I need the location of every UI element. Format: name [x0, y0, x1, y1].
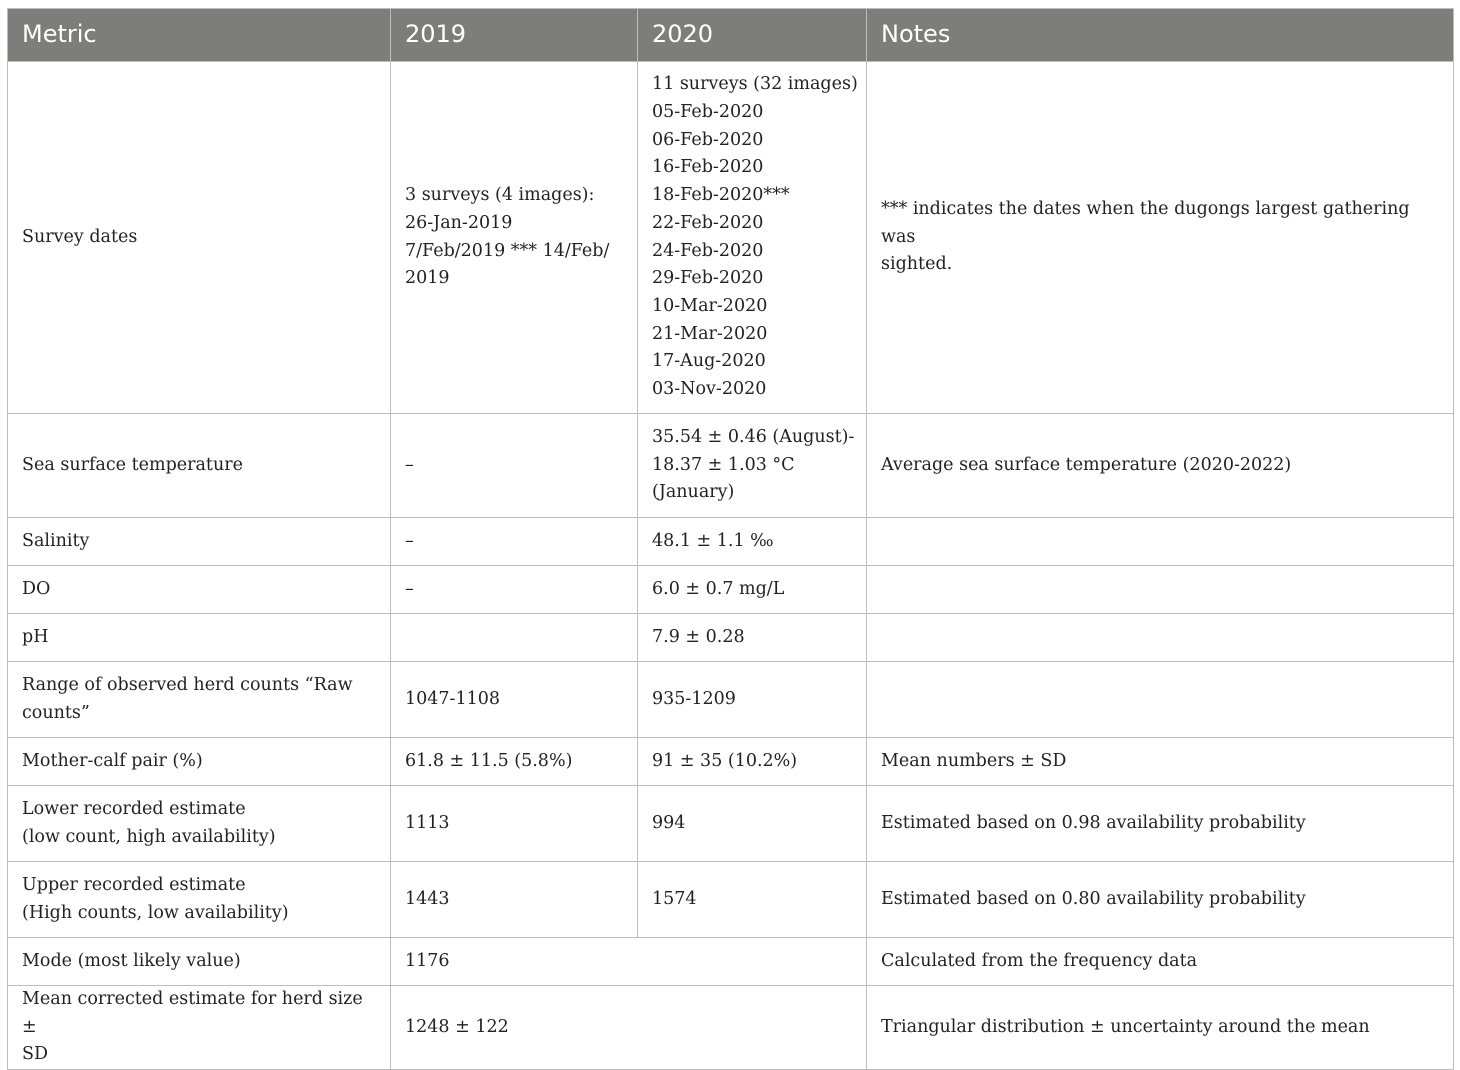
cell-notes: Estimated based on 0.98 availability probability: [867, 786, 1454, 862]
cell-2020: 91 ± 35 (10.2%): [638, 738, 867, 786]
table-row: [8, 518, 1454, 566]
cell-2019: 1047-1108: [391, 662, 638, 738]
cell-line: 26-Jan-2019: [405, 212, 513, 233]
cell-line: SD: [22, 1044, 49, 1065]
cell-line: counts”: [22, 702, 90, 723]
cell-notes: [867, 662, 1454, 738]
cell-2019-2020-combined: 1176: [391, 938, 867, 986]
cell-line: (low count, high availability): [22, 826, 276, 847]
cell-line: Range of observed herd counts “Raw: [22, 674, 353, 695]
header-metric: Metric: [8, 9, 391, 62]
cell-2019: 1443: [391, 862, 638, 938]
table-row: [8, 566, 1454, 614]
cell-line: *** indicates the dates when the dugongs largest gathering was: [881, 198, 1410, 247]
cell-line: Lower recorded estimate: [22, 798, 246, 819]
cell-metric: Survey dates: [8, 62, 391, 414]
cell-notes: Mean numbers ± SD: [867, 738, 1454, 786]
cell-line: 06-Feb-2020: [652, 129, 764, 150]
cell-2020: 1574: [638, 862, 867, 938]
cell-2020: 48.1 ± 1.1 ‰: [638, 518, 867, 566]
cell-line: (High counts, low availability): [22, 902, 289, 923]
cell-notes: Calculated from the frequency data: [867, 938, 1454, 986]
data-table: [7, 8, 1454, 1070]
cell-2019: [391, 62, 638, 414]
cell-2019: [391, 614, 638, 662]
cell-notes: [867, 614, 1454, 662]
table-row: [8, 862, 1454, 938]
cell-metric: Mother-calf pair (%): [8, 738, 391, 786]
cell-2020: 994: [638, 786, 867, 862]
table-row: [8, 662, 1454, 738]
cell-2019-2020-combined: 1248 ± 122: [391, 986, 867, 1070]
cell-line: 03-Nov-2020: [652, 379, 767, 400]
header-row: [8, 9, 1454, 62]
table-row: [8, 414, 1454, 518]
cell-metric: [8, 862, 391, 938]
cell-line: 2019: [405, 268, 450, 289]
cell-2019: –: [391, 566, 638, 614]
cell-line: 18-Feb-2020***: [652, 185, 790, 206]
cell-line: Mean corrected estimate for herd size ±: [22, 989, 363, 1037]
cell-line: 21-Mar-2020: [652, 323, 768, 344]
header-2020: 2020: [638, 9, 867, 62]
cell-2019: 1113: [391, 786, 638, 862]
cell-line: 05-Feb-2020: [652, 101, 764, 122]
cell-notes: Triangular distribution ± uncertainty around the mean: [867, 986, 1454, 1070]
cell-metric: Salinity: [8, 518, 391, 566]
table-row: [8, 938, 1454, 986]
table-row: [8, 986, 1454, 1070]
cell-line: 18.37 ± 1.03 °C: [652, 454, 795, 475]
table-row: [8, 786, 1454, 862]
cell-2019: 61.8 ± 11.5 (5.8%): [391, 738, 638, 786]
cell-line: (January): [652, 482, 735, 503]
cell-line: sighted.: [881, 254, 953, 275]
cell-2019: –: [391, 414, 638, 518]
cell-line: 7/Feb/2019 *** 14/Feb/: [405, 240, 610, 261]
cell-line: 16-Feb-2020: [652, 157, 764, 178]
table-row: [8, 614, 1454, 662]
cell-line: 10-Mar-2020: [652, 295, 768, 316]
header-2019: 2019: [391, 9, 638, 62]
cell-metric: Sea surface temperature: [8, 414, 391, 518]
cell-line: Upper recorded estimate: [22, 874, 246, 895]
cell-metric: [8, 662, 391, 738]
cell-notes: [867, 566, 1454, 614]
cell-line: 22-Feb-2020: [652, 212, 764, 233]
cell-2020: [638, 62, 867, 414]
cell-line: 35.54 ± 0.46 (August)-: [652, 426, 855, 447]
cell-metric: [8, 986, 391, 1070]
cell-metric: pH: [8, 614, 391, 662]
cell-line: 29-Feb-2020: [652, 268, 764, 289]
cell-metric: DO: [8, 566, 391, 614]
cell-notes: [867, 518, 1454, 566]
table-row: [8, 62, 1454, 414]
cell-metric: [8, 786, 391, 862]
cell-2020: 935-1209: [638, 662, 867, 738]
cell-line: 17-Aug-2020: [652, 351, 766, 372]
cell-metric: Mode (most likely value): [8, 938, 391, 986]
table-row: [8, 738, 1454, 786]
cell-2020: 6.0 ± 0.7 mg/L: [638, 566, 867, 614]
cell-2020: [638, 414, 867, 518]
cell-line: 3 surveys (4 images):: [405, 185, 595, 206]
cell-notes: [867, 62, 1454, 414]
cell-notes: Average sea surface temperature (2020-2022): [867, 414, 1454, 518]
table-body: [8, 62, 1454, 1070]
cell-notes: Estimated based on 0.80 availability probability: [867, 862, 1454, 938]
cell-line: 24-Feb-2020: [652, 240, 764, 261]
cell-line: 11 surveys (32 images): [652, 74, 858, 95]
cell-2020: 7.9 ± 0.28: [638, 614, 867, 662]
header-notes: Notes: [867, 9, 1454, 62]
cell-2019: –: [391, 518, 638, 566]
